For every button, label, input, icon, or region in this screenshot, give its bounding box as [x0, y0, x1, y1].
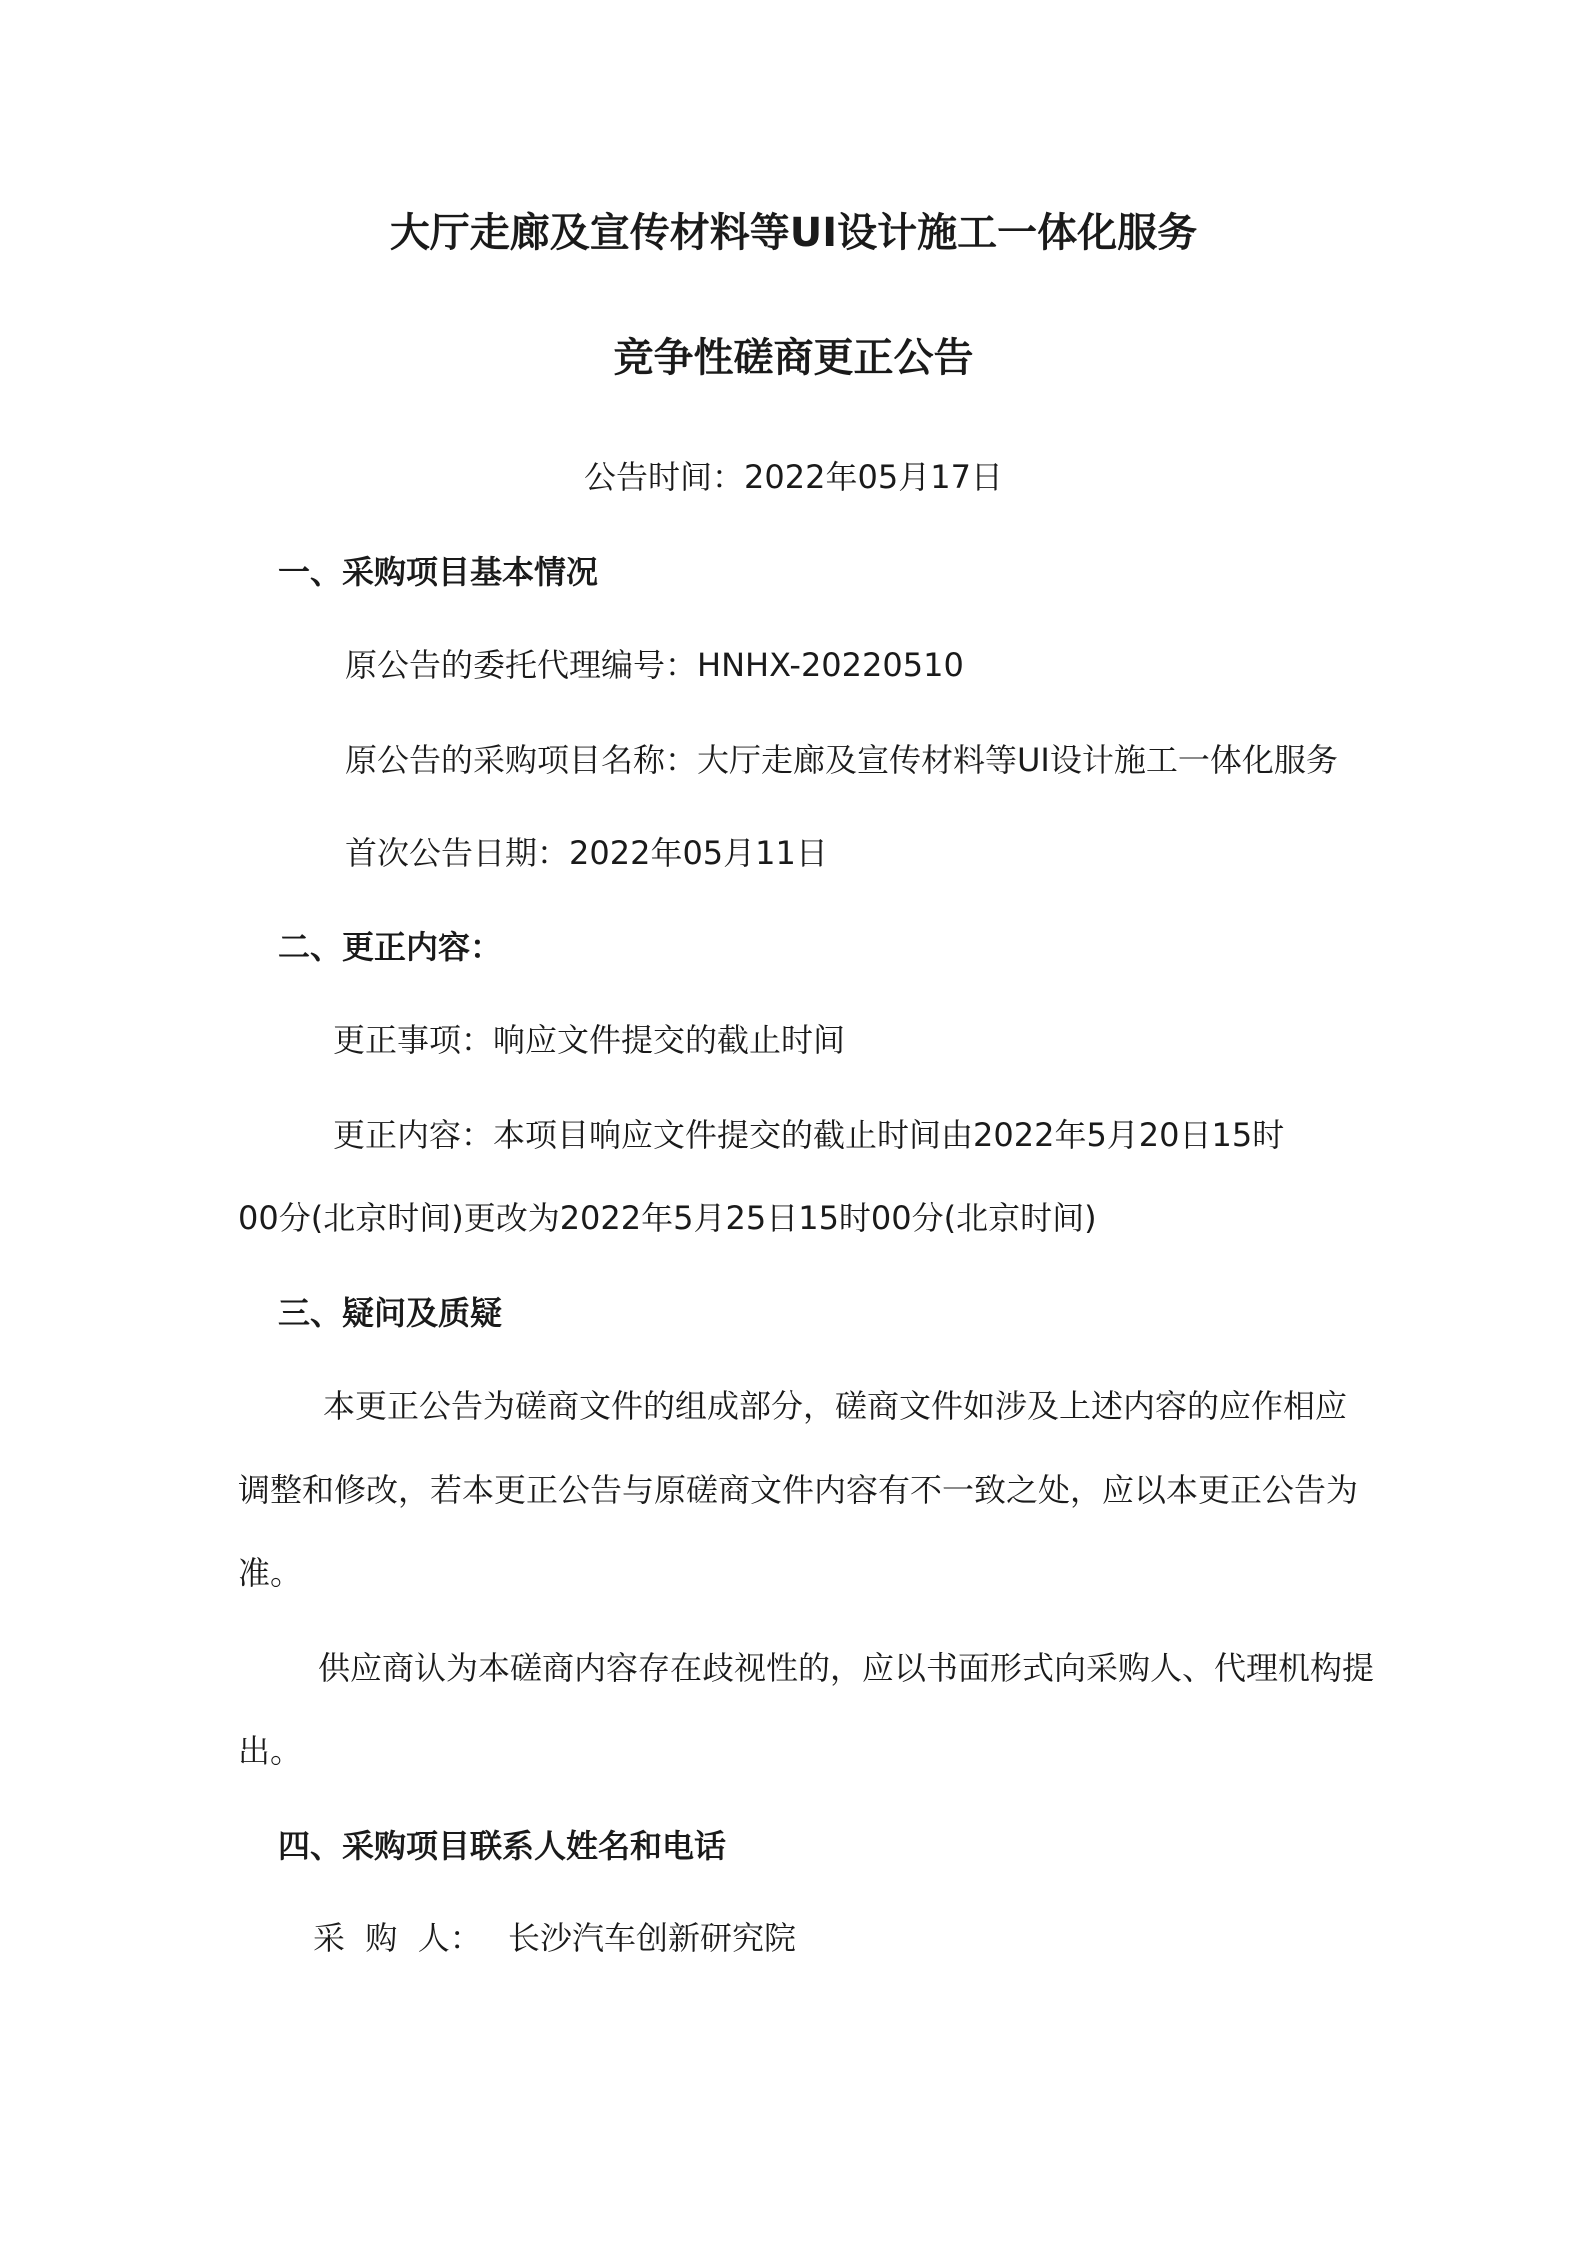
question-para1-line1: 本更正公告为磋商文件的组成部分，磋商文件如涉及上述内容的应作相应: [323, 1387, 1348, 1425]
question-para2-line1: 供应商认为本磋商内容存在歧视性的，应以书面形式向采购人、代理机构提: [318, 1649, 1375, 1687]
section-4-heading: 四、采购项目联系人姓名和电话: [278, 1827, 727, 1865]
announce-time: 公告时间：2022年05月17日: [584, 458, 1003, 496]
first-announce-date: 首次公告日期：2022年05月11日: [345, 834, 828, 872]
correction-content-line1: 更正内容：本项目响应文件提交的截止时间由2022年5月20日15时: [333, 1116, 1285, 1154]
section-3-heading: 三、疑问及质疑: [278, 1294, 503, 1332]
buyer-label: 采 购 人：: [313, 1919, 482, 1957]
correction-content-line2: 00分(北京时间)更改为2022年5月25日15时00分(北京时间): [238, 1199, 1097, 1237]
agency-number: 原公告的委托代理编号：HNHX-20220510: [345, 646, 964, 684]
correction-item: 更正事项：响应文件提交的截止时间: [333, 1021, 846, 1059]
buyer-name: 长沙汽车创新研究院: [508, 1919, 797, 1957]
question-para2-line2: 出。: [238, 1732, 303, 1770]
document-title-line2: 竞争性磋商更正公告: [613, 335, 974, 381]
document-title-line1: 大厅走廊及宣传材料等UI设计施工一体化服务: [389, 210, 1198, 256]
question-para1-line2: 调整和修改，若本更正公告与原磋商文件内容有不一致之处，应以本更正公告为: [238, 1471, 1359, 1509]
section-1-heading: 一、采购项目基本情况: [278, 553, 599, 591]
question-para1-line3: 准。: [238, 1554, 303, 1592]
section-2-heading: 二、更正内容：: [278, 928, 503, 966]
project-name: 原公告的采购项目名称：大厅走廊及宣传材料等UI设计施工一体化服务: [345, 741, 1338, 779]
